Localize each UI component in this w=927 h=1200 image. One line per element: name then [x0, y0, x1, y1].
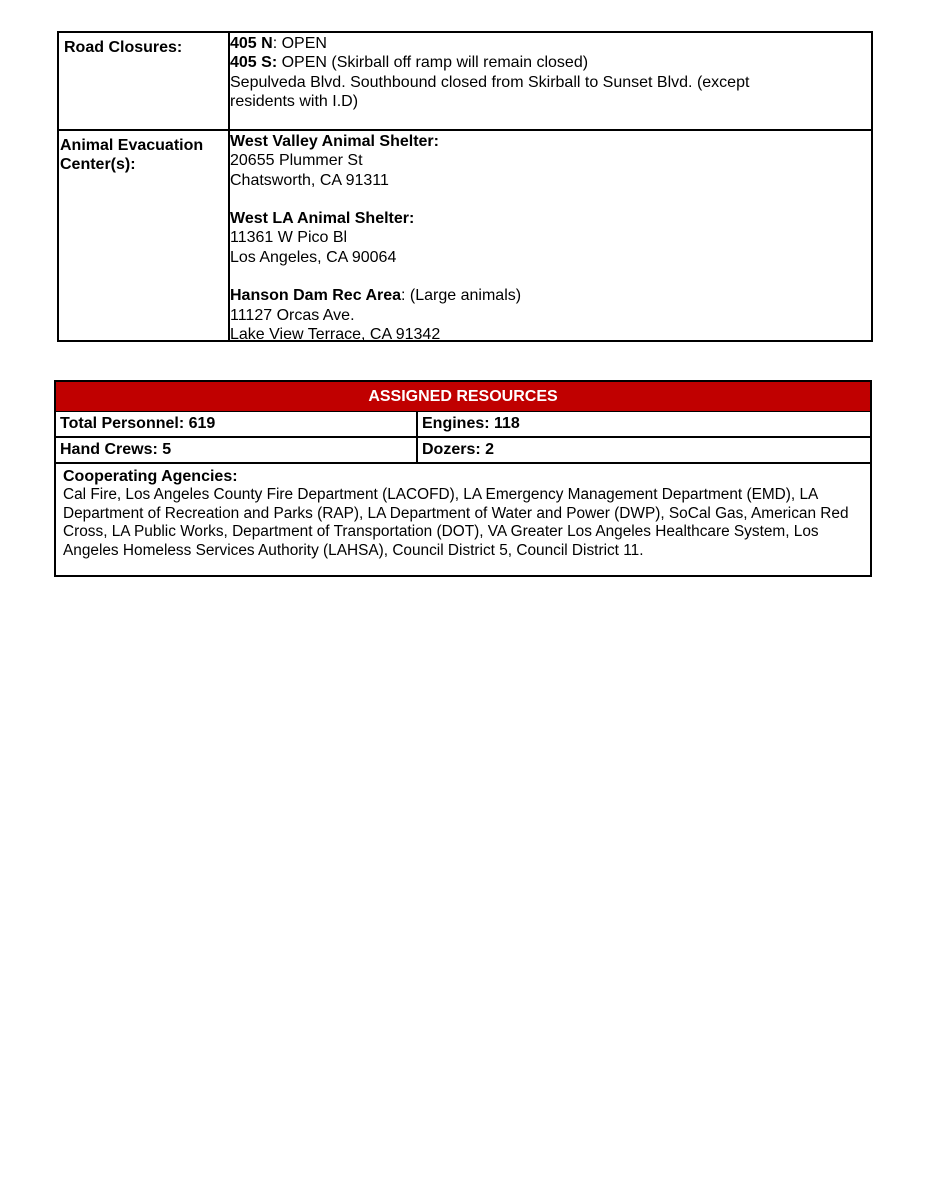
cooperating-agencies-title: Cooperating Agencies: — [63, 468, 238, 485]
engines: Engines: 118 — [416, 412, 870, 436]
road-closures-row — [59, 33, 871, 131]
dozers: Dozers: 2 — [416, 438, 870, 462]
road-closure-sepulveda: Sepulveda Blvd. Southbound closed from Skirball to Sunset Blvd. (except residents with I.D) — [230, 73, 750, 110]
road-closure-405s-name: 405 S: — [230, 54, 278, 72]
animal-evacuation-value — [230, 131, 871, 343]
total-personnel: Total Personnel: 619 — [60, 415, 216, 432]
shelter-city: Chatsworth, CA 91311 — [230, 171, 389, 189]
shelter-street: 11127 Orcas Ave. — [230, 306, 355, 324]
info-table — [57, 31, 873, 342]
road-closure-405s — [230, 53, 871, 72]
cooperating-agencies-text: Cal Fire, Los Angeles County Fire Department (LACOFD), LA Emergency Management Department (EMD), LA Department of Recreation and Parks (RAP), LA Department of Water and Power (DWP), SoCal Gas, American Red Cross, LA Public Works, Department of Transportation (DOT), VA Greater Los Angeles Healthcare System, Los Angeles Homeless Services Authority (LAHSA), Council District 5, Council District 11. — [63, 486, 849, 559]
road-closure-405n-name: 405 N — [230, 35, 273, 52]
road-closures-label: Road Closures: — [59, 33, 230, 129]
shelter-street: 20655 Plummer St — [230, 152, 363, 170]
hand-crews: Hand Crews: 5 — [60, 441, 172, 458]
shelter-name: Hanson Dam Rec Area: (Large animals) — [230, 287, 522, 305]
resources-row — [56, 438, 870, 464]
road-closures-value — [230, 33, 871, 129]
resources-row — [56, 412, 870, 438]
animal-evacuation-row — [59, 131, 871, 343]
spacer — [230, 190, 871, 209]
road-closure-405n-status: : OPEN — [272, 35, 327, 52]
animal-evacuation-label: Animal Evacuation Center(s): — [59, 131, 230, 340]
shelter-street: 11361 W Pico Bl — [230, 229, 348, 247]
road-closure-405n — [230, 34, 871, 53]
spacer — [230, 267, 871, 286]
assigned-resources-header: ASSIGNED RESOURCES — [56, 382, 870, 412]
assigned-resources-table — [54, 380, 872, 577]
shelter-name: West LA Animal Shelter: — [230, 210, 415, 228]
shelter-city: Lake View Terrace, CA 91342 — [230, 325, 441, 343]
shelter-city: Los Angeles, CA 90064 — [230, 248, 397, 266]
cooperating-agencies — [63, 468, 856, 560]
shelter-name: West Valley Animal Shelter: — [230, 133, 439, 150]
road-closure-405s-status: OPEN (Skirball off ramp will remain closed) — [277, 54, 589, 72]
